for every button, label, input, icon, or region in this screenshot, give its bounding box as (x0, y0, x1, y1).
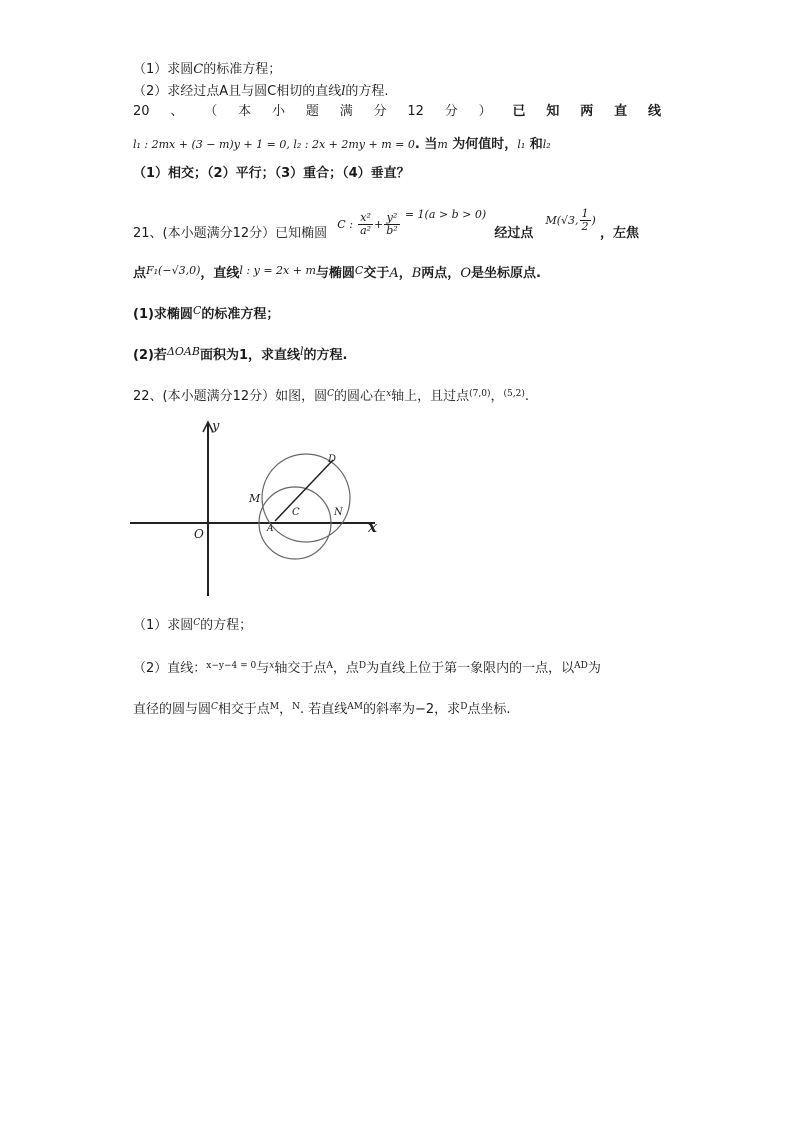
q20-when: . 当 (414, 137, 438, 152)
q20-header-token: 线 (647, 104, 661, 119)
q21-point-m-frac (580, 208, 591, 233)
q22-part3-M: M (269, 702, 280, 712)
q21-frac-y (384, 212, 399, 237)
q21-ellipse-cond: = 1(a > b > 0) (404, 208, 487, 221)
line-ad (275, 460, 333, 521)
q20-header-token: ） (478, 104, 492, 119)
q20-header-token: （ (204, 104, 218, 119)
q19-part1-var: C (193, 62, 204, 77)
q21-origin: 是坐标原点. (470, 266, 541, 281)
q21-b: B (411, 266, 422, 281)
q21-y2: y² (384, 212, 399, 225)
q22-intro-text: 22、(本小题满分12分）如图，圆 (133, 389, 328, 404)
label-o: O (194, 527, 204, 541)
q21-ellipse-name: C (354, 264, 364, 277)
q22-part2-b: 与 (256, 661, 270, 676)
q20-header-token: 12 (407, 104, 424, 119)
circle-ad (262, 454, 350, 542)
q21-focus-label: 点 (133, 266, 147, 281)
q21-intro-text: 21、(本小题满分12分）已知椭圆 (133, 226, 328, 241)
q22-part3-d: . 若直线 (300, 702, 348, 717)
q21-line-eq: l : y = 2x + m (239, 264, 316, 277)
q22-part3-b: 相交于点 (217, 702, 270, 717)
q20-header-token: 直 (614, 104, 628, 119)
q22-c: C (327, 389, 335, 399)
q20-what: 为何值时， (447, 137, 518, 152)
q20-header-token: 分 (373, 104, 387, 119)
q21-part2-var: l (299, 345, 304, 358)
q19-part2-text: （2）求经过点A且与圆C相切的直线 (133, 84, 342, 99)
q21-point-m-close: ) (591, 214, 596, 227)
q22-part2-a: （2）直线： (133, 661, 207, 676)
q22-x: x (386, 389, 392, 399)
q21-part2-rest: 的方程. (303, 348, 348, 363)
q21-plus: + (374, 218, 384, 231)
q21-left-focus: ，左焦 (599, 226, 639, 241)
q21-line2 (133, 262, 541, 283)
q21-a2: a² (360, 224, 372, 237)
q22-part2-d: ，点 (332, 661, 359, 676)
q20-header-token: 20 (133, 104, 150, 119)
q21-b2: b² (386, 224, 398, 237)
q21-part1-rest: 的标准方程； (201, 307, 280, 322)
q21-point-m-num: 1 (581, 207, 589, 220)
q20-cases: （1）相交；（2）平行；（3）重合；（4）垂直？ (133, 166, 410, 181)
q22-part3-f: 点坐标. (467, 702, 511, 717)
label-d: D (328, 454, 337, 465)
q20-header-token: 满 (339, 104, 353, 119)
q22-part2-e: 为直线上位于第一象限内的一点，以 (366, 661, 575, 676)
q22-part1-var: C (193, 618, 201, 628)
q19-part1 (133, 61, 281, 79)
q22-part3-c: ， (279, 702, 293, 717)
q22-end: . (524, 389, 529, 404)
q22-intro (133, 385, 529, 406)
q20-header-token: 、 (170, 104, 184, 119)
q19-part2-rest: 的方程. (345, 84, 389, 99)
q22-part3-e: 的斜率为−2，求 (363, 702, 461, 717)
q22-part2-line1 (133, 657, 601, 678)
q22-axis-pass: 轴上，且过点 (391, 389, 470, 404)
q20-header (133, 103, 661, 121)
q22-line-eq: x−y−4 = 0 (206, 661, 257, 671)
q22-part2-x: x (269, 661, 275, 671)
q20-header-token: 已 (512, 104, 526, 119)
q19-part2-var: l (341, 84, 346, 99)
q21-part1 (133, 302, 279, 324)
q22-part2-line2 (133, 698, 511, 719)
q21-point-m-den: 2 (581, 220, 589, 233)
q21-part2-mid: 面积为1，求直线 (199, 348, 300, 363)
q20-l2-equation: l₂ : 2x + 2my + m = 0 (293, 138, 415, 151)
q22-part1-text: （1）求圆 (133, 618, 194, 633)
q20-header-token: 分 (444, 104, 458, 119)
q21-part2 (133, 343, 347, 365)
q21-ellipse-equation (337, 208, 486, 237)
q22-part2-c: 轴交于点 (274, 661, 327, 676)
q22-part1 (133, 614, 252, 635)
q20-header-token: 两 (580, 104, 594, 119)
q20-l1: l₁ (517, 138, 526, 151)
q21-part1-text: (1)求椭圆 (133, 307, 193, 322)
q22-point1: (7,0) (469, 389, 491, 399)
q20-l1-equation: l₁ : 2mx + (3 − m)y + 1 = 0 (133, 138, 287, 151)
q22-part3-a: 直径的圆与圆 (133, 702, 212, 717)
q19-part2 (133, 83, 389, 101)
q22-part3-C: C (211, 702, 218, 712)
q22-part3-AM: AM (347, 702, 364, 712)
q21-comma: ， (398, 266, 412, 281)
q19-part1-text: （1）求圆 (133, 62, 194, 77)
q21-frac-x (358, 212, 373, 237)
q21-point-m (545, 208, 595, 233)
q21-focus: F₁(−√3,0) (146, 264, 201, 277)
q21-intersect: 与椭圆 (315, 266, 355, 281)
q22-part3-N: N (292, 702, 301, 712)
q20-and: 和 (525, 137, 543, 152)
q22-sep: ， (490, 389, 504, 404)
q21-two-points: 两点， (421, 266, 461, 281)
q21-ellipse-c: C : (337, 218, 353, 231)
q21-o: O (460, 266, 471, 281)
q22-point2: (5,2) (503, 389, 525, 399)
label-c: C (292, 507, 300, 518)
q22-part3-D: D (460, 702, 468, 712)
label-m: M (249, 492, 261, 505)
q21-intersect2: 交于 (363, 266, 390, 281)
q20-lines: l₁ : 2mx + (3 − m)y + 1 = 0, l₂ : 2x + 2my + m = 0. 当m 为何值时，l₁ 和l₂ (133, 137, 551, 152)
q20-header-token: 知 (546, 104, 560, 119)
q22-part1-rest: 的方程； (200, 618, 253, 633)
label-y: y (212, 419, 220, 434)
q22-part2-A: A (326, 661, 333, 671)
q22-part2-D: D (358, 661, 367, 671)
label-a: A (267, 524, 274, 534)
q21-part2-text: (2)若 (133, 348, 167, 363)
q21-line-text: ，直线 (200, 266, 240, 281)
q21-part1-var: C (192, 304, 202, 317)
q21-x2: x² (358, 212, 373, 225)
q20-header-token: 本 (238, 104, 252, 119)
q22-figure (130, 418, 390, 603)
q20-l2: l₂ (542, 138, 551, 151)
label-n: N (334, 507, 343, 518)
q21-a: A (389, 266, 399, 281)
q22-part2-f: 为 (587, 661, 601, 676)
q22-part2-AD: AD (574, 661, 588, 671)
q21-passes: 经过点 (494, 226, 534, 241)
q21-intro (133, 208, 639, 244)
q20-var-m: m (437, 138, 448, 151)
q22-center-on: 的圆心在 (334, 389, 387, 404)
q21-part2-triangle: ΔOAB (166, 345, 200, 358)
q21-point-m-text: M(√3, (545, 214, 579, 227)
q20-header-token: 题 (305, 104, 319, 119)
label-x: x (368, 518, 377, 536)
q20-header-token: 小 (271, 104, 285, 119)
q19-part1-rest: 的标准方程； (203, 62, 282, 77)
